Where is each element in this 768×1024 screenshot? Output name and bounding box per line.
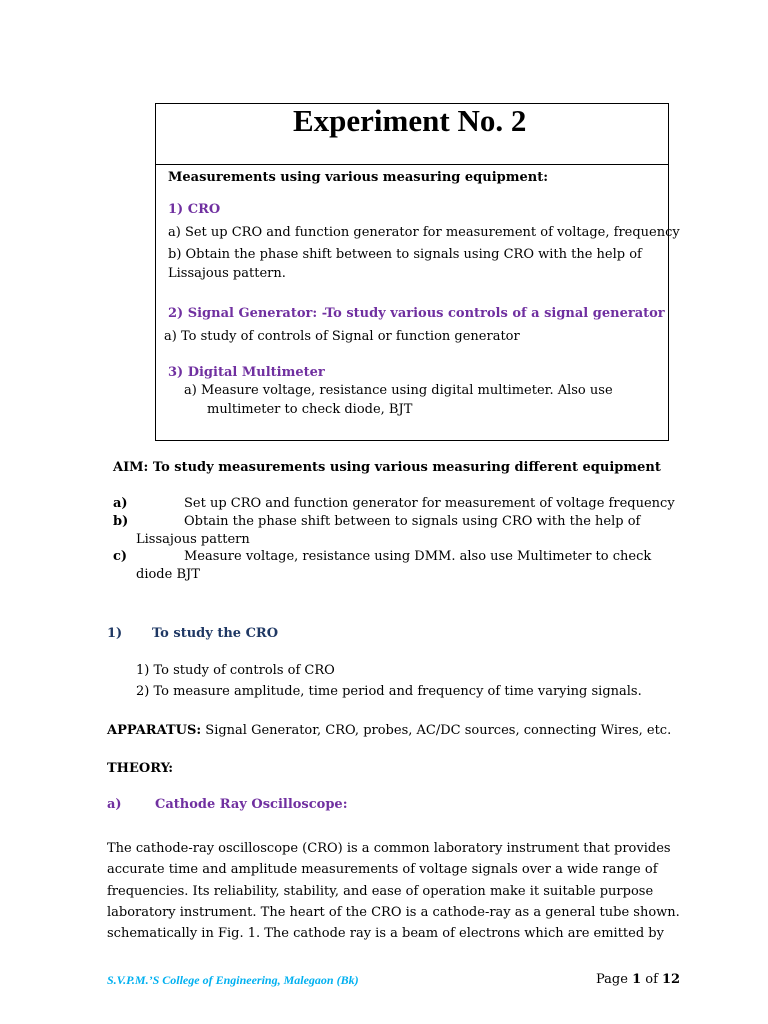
box-intro: Measurements using various measuring equipment: (168, 170, 549, 185)
aim-item-text: Set up CRO and function generator for measurement of voltage frequency (184, 496, 675, 511)
paragraph-line: schematically in Fig. 1. The cathode ray is a beam of electrons which are emitted by (107, 926, 664, 942)
cro-item-b: b) Obtain the phase shift between to signals using CRO with the help of (168, 247, 642, 262)
paragraph-line: The cathode-ray oscilloscope (CRO) is a common laboratory instrument that provides (107, 841, 671, 856)
aim-item-label: c) (113, 549, 128, 564)
theory-paragraph (107, 838, 680, 944)
cro-item-a: a) Set up CRO and function generator for measurement of voltage, frequency (168, 225, 680, 240)
subsection-number: a) (107, 797, 122, 812)
page-total: 12 (662, 972, 681, 987)
signal-generator-item-a: a) To study of controls of Signal or function generator (164, 329, 520, 344)
section-heading-cro: 1) CRO (168, 202, 221, 217)
aim-item-text: Measure voltage, resistance using DMM. also use Multimeter to check (184, 549, 652, 564)
aim-item-label: b) (113, 514, 129, 529)
apparatus-text: Signal Generator, CRO, probes, AC/DC sources, connecting Wires, etc. (201, 723, 672, 738)
cro-section-number: 1) (107, 626, 123, 641)
apparatus-line (107, 723, 671, 738)
section-heading-signal-generator: 2) Signal Generator: -To study various controls of a signal generator (168, 306, 665, 321)
paragraph-line: laboratory instrument. The heart of the CRO is a cathode-ray as a general tube shown. (107, 904, 680, 920)
box-divider (156, 164, 668, 165)
subsection-heading: Cathode Ray Oscilloscope: (155, 797, 348, 812)
multimeter-item-a: a) Measure voltage, resistance using digital multimeter. Also use (184, 383, 613, 398)
paragraph-line: frequencies. Its reliability, stability, and ease of operation make it suitable purpose (107, 883, 654, 899)
apparatus-label: APPARATUS: (107, 723, 202, 738)
footer-page-number (596, 972, 680, 987)
aim-item-label: a) (113, 496, 128, 511)
footer-college-name: S.V.P.M.’S College of Engineering, Malegaon (Bk) (107, 973, 359, 987)
page-prefix: Page (596, 972, 633, 987)
aim-item-text: Obtain the phase shift between to signals using CRO with the help of (184, 514, 641, 529)
cro-objective: 2) To measure amplitude, time period and frequency of time varying signals. (136, 684, 642, 699)
cro-section-heading: To study the CRO (152, 626, 279, 641)
aim-item-text-cont: diode BJT (136, 567, 200, 582)
cro-item-b-cont: Lissajous pattern. (168, 266, 286, 281)
aim-item-text-cont: Lissajous pattern (136, 532, 250, 547)
page-of: of (641, 972, 663, 987)
section-heading-digital-multimeter: 3) Digital Multimeter (168, 365, 325, 380)
experiment-title: Experiment No. 2 (293, 103, 527, 138)
theory-label: THEORY: (107, 761, 174, 776)
multimeter-item-a-cont: multimeter to check diode, BJT (207, 402, 413, 417)
cro-objective: 1) To study of controls of CRO (136, 663, 335, 678)
page-current: 1 (632, 972, 642, 987)
paragraph-line: accurate time and amplitude measurements of voltage signals over a wide range of (107, 862, 658, 878)
aim-heading: AIM: To study measurements using various measuring different equipment (113, 460, 661, 475)
